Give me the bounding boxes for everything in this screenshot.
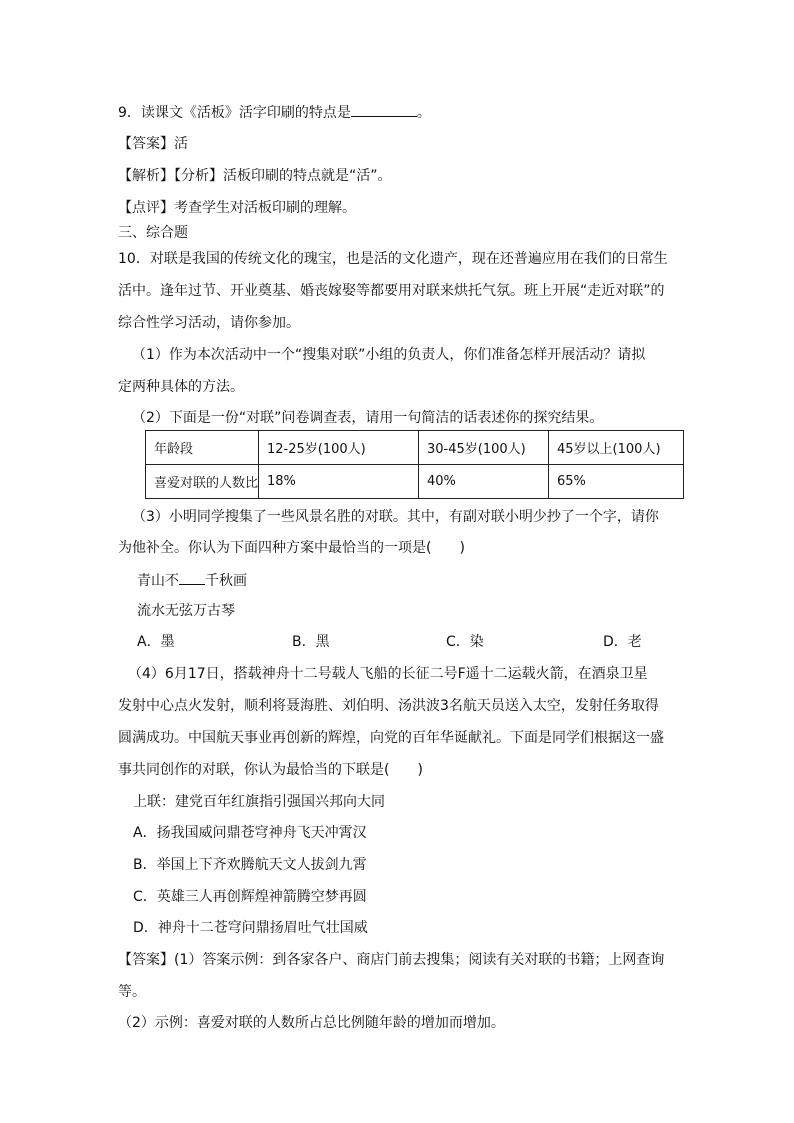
table-cell: 40%	[419, 465, 549, 499]
q10-answer-line-1: 【答案】(1）答案示例：到各家各户、商店门前去搜集；阅读有关对联的书籍；上网查询	[118, 952, 665, 968]
upper-couplet: 上联：建党百年红旗指引强国兴邦向大同	[133, 794, 385, 810]
couplet-first-line: 青山不 千秋画	[137, 570, 247, 591]
table-row	[146, 431, 684, 465]
option-a: A．墨	[137, 634, 175, 650]
q10-part2: （2）下面是一份“对联”问卷调查表，请用一句简洁的话表述你的探究结果。	[132, 410, 604, 426]
q10-part3-line-2: 为他补全。你认为下面四种方案中最恰当的一项是( )	[118, 540, 465, 556]
option-b: B．黑	[292, 634, 330, 650]
section-heading: 三、综合题	[118, 225, 188, 241]
q10-part4-line-2: 发射中心点火发射，顺利将聂海胜、刘伯明、汤洪波3名航天员送入太空，发射任务取得	[118, 698, 659, 714]
table-cell: 年龄段	[146, 431, 259, 465]
table-cell: 12-25岁(100人)	[259, 431, 419, 465]
table-row	[146, 465, 684, 499]
q10-intro-line-3: 综合性学习活动，请你参加。	[118, 315, 300, 331]
q10-part1-line-1: （1）作为本次活动中一个“搜集对联”小组的负责人，你们准备怎样开展活动？请拟	[132, 347, 646, 363]
option-c: C．染	[446, 634, 484, 650]
q10-part4-line-1: （4）6月17日，搭载神舟十二号载人飞船的长征二号F遥十二运载火箭，在酒泉卫星	[128, 666, 648, 682]
survey-table	[145, 430, 684, 499]
option-d: D．神舟十二苍穹问鼎扬眉吐气壮国威	[133, 920, 368, 936]
answer-blank	[351, 102, 417, 117]
table-cell: 45岁以上(100人)	[549, 431, 684, 465]
table-cell: 65%	[549, 465, 684, 499]
q9-answer: 【答案】活	[118, 136, 188, 152]
q10-answer-line-2: 等。	[118, 984, 146, 1000]
table-cell: 30-45岁(100人)	[419, 431, 549, 465]
q10-part4-line-3: 圆满成功。中国航天事业再创新的辉煌，向党的百年华诞献礼。下面是同学们根据这一盛	[118, 730, 664, 746]
q10-part3-line-1: （3）小明同学搜集了一些风景名胜的对联。其中，有副对联小明少抄了一个字，请你	[132, 509, 659, 525]
q10-intro-line-1: 10．对联是我国的传统文化的瑰宝，也是活的文化遗产，现在还普遍应用在我们的日常生	[118, 251, 668, 267]
q10-intro-line-2: 活中。逢年过节、开业奠基、婚丧嫁娶等都要用对联来烘托气氛。班上开展“走近对联”的	[118, 283, 665, 299]
option-c: C．英雄三人再创辉煌神箭腾空梦再圆	[133, 889, 367, 905]
option-b: B．举国上下齐欢腾航天文人拔剑九霄	[133, 857, 367, 873]
q10-part4-line-4: 事共同创作的对联，你认为最恰当的下联是( )	[118, 762, 423, 778]
couplet-second-line: 流水无弦万古琴	[137, 603, 235, 619]
q10-answer-part2: （2）示例：喜爱对联的人数所占总比例随年龄的增加而增加。	[118, 1015, 505, 1031]
answer-blank	[179, 570, 205, 585]
q9-analysis: 【解析】【分析】活板印刷的特点就是“活”。	[118, 168, 392, 184]
option-a: A．扬我国威问鼎苍穹神舟飞天冲霄汉	[133, 825, 367, 841]
option-d: D．老	[603, 634, 642, 650]
q9-question: 9．读课文《活板》活字印刷的特点是 。	[118, 102, 431, 123]
table-cell: 喜爱对联的人数比	[146, 465, 259, 499]
q9-comment: 【点评】考查学生对活板印刷的理解。	[118, 200, 356, 216]
table-cell: 18%	[259, 465, 419, 499]
q10-part1-line-2: 定两种具体的方法。	[118, 379, 244, 395]
